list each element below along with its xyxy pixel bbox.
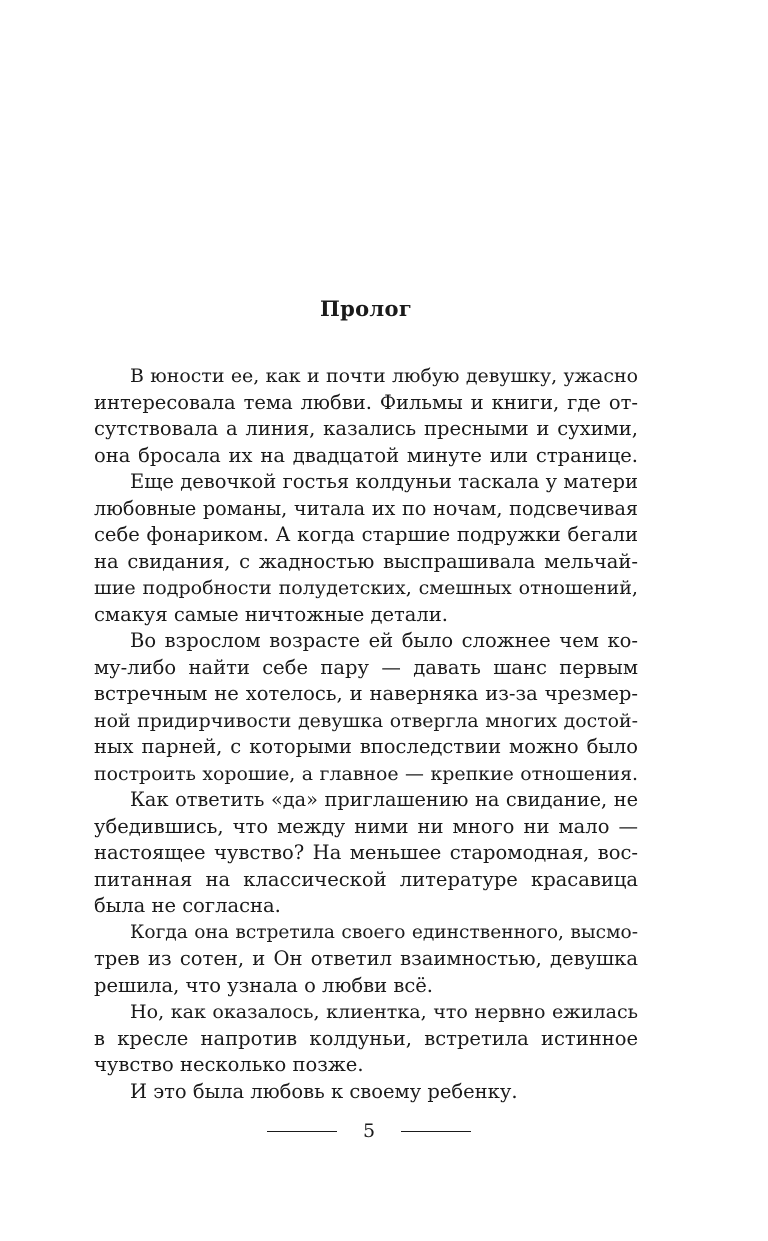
text-line: В юности ее, как и почти любую девушку, ужасно — [130, 365, 638, 387]
footer-rule-right — [401, 1131, 471, 1132]
text-line: убедившись, что между ними ни много ни мало — — [94, 814, 638, 838]
text-line: ных парней, с которыми впоследствии можно было — [94, 735, 638, 758]
page-footer — [0, 1120, 738, 1142]
text-line: питанная на классической литературе красавица — [94, 867, 638, 891]
text-line: чувство несколько позже. — [94, 1053, 364, 1076]
text-line: любовные романы, читала их по ночам, подсвечивая — [94, 496, 638, 520]
body-text — [94, 363, 638, 1105]
text-line: интересовала тема любви. Фильмы и книги, где от- — [94, 390, 638, 414]
text-line: ной придирчивости девушка отвергла многих достой- — [94, 709, 638, 732]
text-line: Еще девочкой гостья колдуньи таскала у матери — [130, 470, 638, 493]
text-line: была не согласна. — [94, 894, 281, 917]
text-line: сутствовала а линия, казались пресными и сухими, — [94, 417, 638, 440]
page-number: 5 — [362, 1120, 376, 1142]
text-line: Когда она встретила своего единственного, высмо- — [130, 921, 638, 943]
text-line: встречным не хотелось, и наверняка из-за чрезмер- — [94, 682, 638, 705]
text-line: му-либо найти себе пару — давать шанс первым — [94, 655, 638, 679]
footer-rule-left — [267, 1131, 337, 1132]
text-line: себе фонариком. А когда старшие подружки бегали — [94, 523, 638, 546]
text-line: смакуя самые ничтожные детали. — [94, 602, 448, 626]
text-line: построить хорошие, а главное — крепкие отношения. — [94, 762, 638, 785]
text-line: на свидания, с жадностью выспрашивала мельчай- — [94, 549, 638, 573]
text-line: она бросала их на двадцатой минуте или странице. — [94, 443, 638, 467]
text-line: в кресле напротив колдуньи, встретила истинное — [94, 1026, 638, 1050]
text-line: Но, как оказалось, клиентка, что нервно ежилась — [130, 1001, 638, 1023]
text-line: Как ответить «да» приглашению на свидание, не — [130, 788, 638, 811]
chapter-title: Пролог — [319, 296, 412, 321]
text-line: И это была любовь к своему ребенку. — [130, 1079, 518, 1103]
text-line: Во взрослом возрасте ей было сложнее чем ко- — [130, 629, 638, 652]
text-line: трев из сотен, и Он ответил взаимностью, девушка — [94, 947, 638, 970]
text-line: шие подробности полудетских, смешных отношений, — [94, 577, 638, 599]
text-line: настоящее чувство? На меньшее старомодная, вос- — [94, 841, 638, 864]
text-line: решила, что узнала о любви всё. — [94, 973, 433, 997]
